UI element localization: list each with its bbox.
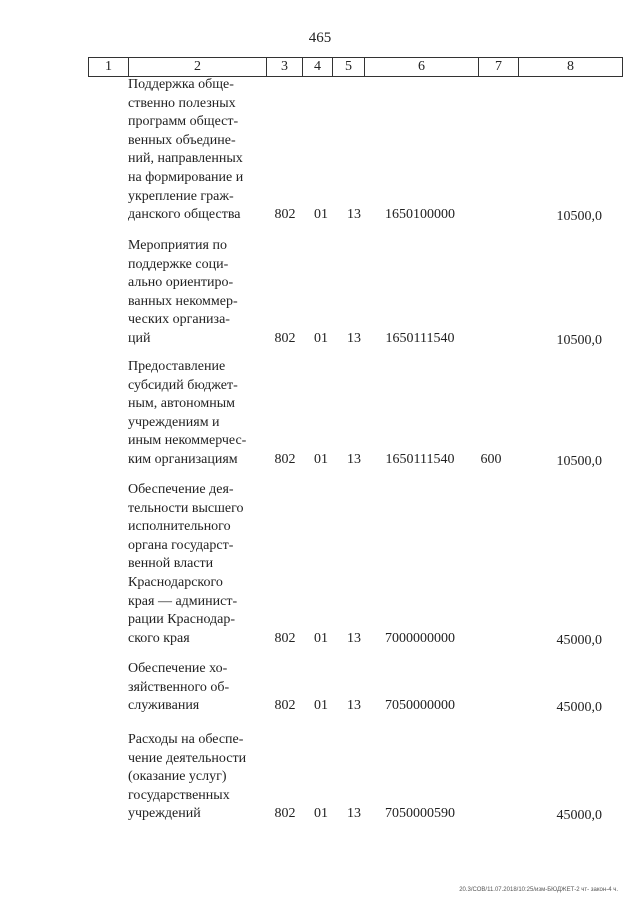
description-line: Мероприятия по [128, 238, 227, 253]
cell-ministry: 802 [274, 452, 296, 467]
table-header [88, 57, 623, 77]
header-col-4: 4 [302, 58, 332, 76]
cell-amount: 10500,0 [556, 454, 602, 469]
description-line: исполнительного [128, 519, 231, 535]
description-line: тельности высшего [128, 500, 244, 516]
description-line: Поддержка обще- [128, 77, 234, 92]
cell-target-article: 7050000590 [385, 806, 455, 822]
header-col-6: 6 [364, 58, 478, 76]
cell-amount: 10500,0 [556, 333, 602, 348]
cell-subsection: 13 [347, 207, 361, 223]
description-line: учреждениям и [128, 414, 220, 430]
description-line: венной власти [128, 556, 214, 572]
cell-ministry: 802 [274, 806, 296, 822]
cell-expense-type: 600 [480, 452, 502, 467]
page-number: 465 [308, 30, 332, 46]
description-line: субсидий бюджет- [128, 377, 238, 393]
description-line: органа государст- [128, 537, 234, 553]
description-line: учреждений [128, 806, 201, 822]
cell-ministry: 802 [274, 207, 296, 223]
cell-amount: 45000,0 [556, 700, 602, 716]
description-line: рации Краснодар- [128, 612, 236, 628]
description-line: служивания [128, 698, 200, 714]
description-line: ственно полезных [128, 95, 236, 111]
row-description [128, 358, 258, 470]
cell-target-article: 1650111540 [385, 452, 455, 467]
description-line: ным, автономным [128, 396, 236, 412]
description-line: края — админист- [128, 593, 238, 609]
cell-section: 01 [314, 630, 328, 646]
description-line: программ общест- [128, 114, 239, 130]
row-description [128, 481, 258, 648]
description-line: иным некоммерчес- [128, 433, 247, 449]
cell-ministry: 802 [274, 630, 296, 646]
row-description [128, 731, 258, 824]
row-description [128, 76, 258, 225]
description-line: государственных [128, 787, 230, 803]
description-line: Обеспечение хо- [128, 661, 228, 676]
description-line: на формирование и [128, 169, 244, 185]
description-line: ванных некоммер- [128, 293, 238, 309]
cell-target-article: 1650111540 [385, 331, 455, 346]
cell-section: 01 [314, 331, 328, 346]
cell-section: 01 [314, 452, 328, 467]
header-col-7: 7 [478, 58, 518, 76]
description-line: зяйственного об- [128, 679, 230, 695]
description-line: ально ориентиро- [128, 275, 234, 291]
cell-amount: 45000,0 [556, 632, 602, 648]
header-col-3: 3 [266, 58, 302, 76]
footer-code: 20.3/СОВ/11.07.2018/10:25/изм-БЮДЖЕТ-2 чт- закон-4 ч. [459, 887, 618, 893]
row-description [128, 237, 258, 349]
description-line: ким организациям [128, 451, 238, 467]
cell-subsection: 13 [347, 452, 361, 467]
cell-section: 01 [314, 207, 328, 223]
description-line: ний, направленных [128, 151, 243, 167]
cell-target-article: 7050000000 [385, 698, 455, 714]
description-line: Предоставление [128, 359, 226, 374]
header-col-5: 5 [332, 58, 364, 76]
cell-amount: 45000,0 [556, 808, 602, 824]
row-description [128, 660, 258, 716]
cell-subsection: 13 [347, 331, 361, 346]
description-line: ского края [128, 630, 190, 646]
cell-section: 01 [314, 806, 328, 822]
cell-target-article: 7000000000 [385, 630, 455, 646]
description-line: Краснодарского [128, 574, 223, 590]
description-line: Обеспечение дея- [128, 482, 234, 497]
header-col-8: 8 [518, 58, 622, 76]
description-line: ций [128, 330, 151, 346]
description-line: Расходы на обеспе- [128, 732, 244, 747]
description-line: (оказание услуг) [128, 769, 227, 785]
cell-target-article: 1650100000 [385, 207, 455, 223]
description-line: чение деятельности [128, 750, 247, 766]
header-col-1: 1 [88, 58, 128, 76]
cell-subsection: 13 [347, 698, 361, 714]
description-line: венных объедине- [128, 132, 236, 148]
description-line: укрепление граж- [128, 188, 234, 204]
cell-amount: 10500,0 [556, 209, 602, 225]
header-col-2: 2 [128, 58, 266, 76]
cell-subsection: 13 [347, 630, 361, 646]
description-line: данского общества [128, 207, 241, 223]
cell-ministry: 802 [274, 331, 296, 346]
cell-section: 01 [314, 698, 328, 714]
cell-subsection: 13 [347, 806, 361, 822]
cell-ministry: 802 [274, 698, 296, 714]
description-line: поддержке соци- [128, 256, 229, 272]
description-line: ческих организа- [128, 312, 230, 328]
